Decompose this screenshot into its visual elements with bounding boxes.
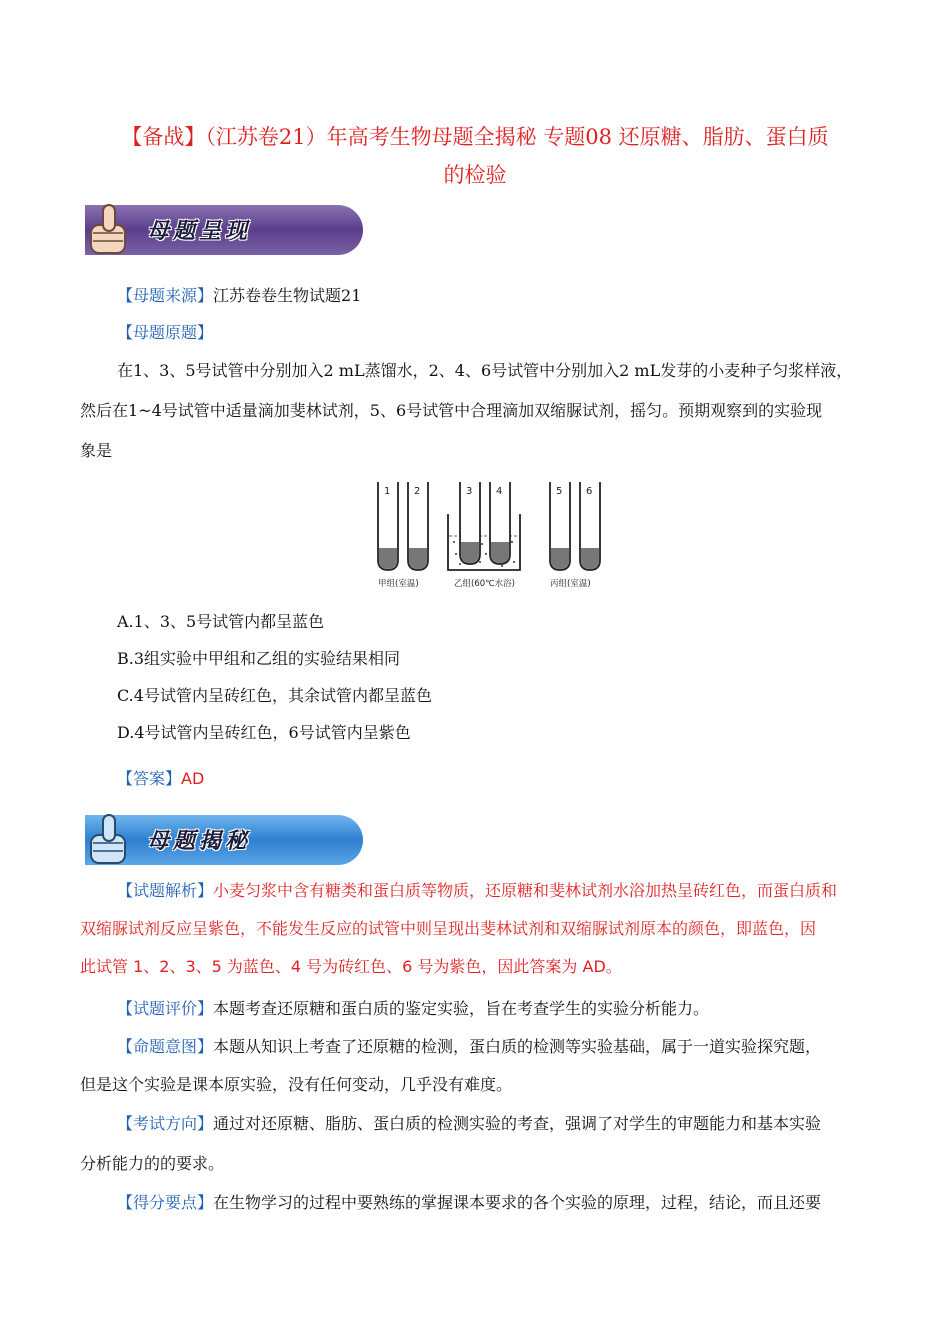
- question-line-1: 在1、3、5号试管中分别加入2 mL蒸馏水，2、4、6号试管中分别加入2 mL发芽的小麦种子匀浆样液，: [117, 361, 853, 380]
- tube-label: 1: [384, 486, 391, 497]
- answer-tag: 【答案】: [117, 769, 182, 788]
- original-line: [117, 322, 870, 344]
- original-tag: 【母题原题】: [117, 323, 214, 342]
- banner-title: 母题呈现: [147, 218, 252, 244]
- thumbs-up-icon: [85, 201, 137, 259]
- banner-title: 母题揭秘: [147, 828, 252, 854]
- evaluation-line: [117, 998, 870, 1020]
- section-banner-reveal: [85, 815, 363, 865]
- analysis-tag: 【试题解析】: [117, 881, 214, 900]
- option-b: B.3组实验中甲组和乙组的实验结果相同: [117, 649, 401, 668]
- analysis-line-2: 双缩脲试剂反应呈紫色，不能发生反应的试管中则呈现出斐林试剂和双缩脲试剂原本的颜色，即蓝色，因: [80, 919, 817, 938]
- option-a: A.1、3、5号试管内都呈蓝色: [117, 612, 325, 631]
- group-label-b: 乙组(60℃水浴): [454, 579, 515, 589]
- tube-label: 6: [586, 486, 593, 497]
- tube-1: [378, 482, 398, 570]
- direction-line-1: [117, 1113, 870, 1135]
- points-line-1: [117, 1192, 870, 1214]
- tube-2: [408, 482, 428, 570]
- evaluation-tag: 【试题评价】: [117, 999, 214, 1018]
- option-d: D.4号试管内呈砖红色，6号试管内呈紫色: [117, 723, 411, 742]
- evaluation-text: 本题考查还原糖和蛋白质的鉴定实验，旨在考查学生的实验分析能力。: [213, 999, 710, 1018]
- points-tag: 【得分要点】: [117, 1193, 214, 1212]
- thumbs-up-icon: [85, 811, 137, 869]
- section-banner-presentation: [85, 205, 363, 255]
- source-text: 江苏卷卷生物试题21: [213, 286, 362, 305]
- answer-text: AD: [181, 769, 205, 788]
- question-line-3: 象是: [80, 441, 113, 460]
- intent-tag: 【命题意图】: [117, 1037, 214, 1056]
- title-line-2: 的检验: [443, 163, 507, 187]
- direction-text-1: 通过对还原糖、脂肪、蛋白质的检测实验的考查，强调了对学生的审题能力和基本实验: [213, 1114, 822, 1133]
- tube-3: [460, 482, 480, 564]
- analysis-line-3: 此试管 1、2、3、5 为蓝色、4 号为砖红色、6 号为紫色，因此答案为 AD。: [80, 957, 622, 976]
- test-tube-figure: [372, 474, 612, 592]
- tube-label: 4: [496, 486, 503, 497]
- intent-line-2: 但是这个实验是课本原实验，没有任何变动，几乎没有难度。: [80, 1075, 513, 1094]
- group-label-a: 甲组(室温): [378, 579, 419, 589]
- intent-line-1: [117, 1036, 870, 1058]
- direction-tag: 【考试方向】: [117, 1114, 214, 1133]
- tube-label: 3: [466, 486, 473, 497]
- option-c: C.4号试管内呈砖红色，其余试管内都呈蓝色: [117, 686, 432, 705]
- page-title: [80, 118, 870, 194]
- tube-label: 5: [556, 486, 563, 497]
- direction-line-2: 分析能力的的要求。: [80, 1154, 225, 1173]
- answer-line: [117, 768, 870, 790]
- intent-text-1: 本题从知识上考查了还原糖的检测，蛋白质的检测等实验基础，属于一道实验探究题，: [213, 1037, 822, 1056]
- title-line-1: 【备战】（江苏卷21）年高考生物母题全揭秘 专题08 还原糖、脂肪、蛋白质: [121, 125, 829, 149]
- tube-5: [550, 482, 570, 570]
- analysis-line-1: [117, 880, 870, 902]
- analysis-text-1: 小麦匀浆中含有糖类和蛋白质等物质，还原糖和斐林试剂水浴加热呈砖红色，而蛋白质和: [213, 881, 838, 900]
- tube-label: 2: [414, 486, 421, 497]
- source-line: [117, 285, 870, 307]
- points-text-1: 在生物学习的过程中要熟练的掌握课本要求的各个实验的原理，过程，结论，而且还要: [213, 1193, 822, 1212]
- group-label-c: 丙组(室温): [550, 579, 591, 589]
- tube-4: [490, 482, 510, 564]
- tube-6: [580, 482, 600, 570]
- question-line-2: 然后在1~4号试管中适量滴加斐林试剂，5、6号试管中合理滴加双缩脲试剂，摇匀。预期观察到的实验现: [80, 401, 823, 420]
- source-tag: 【母题来源】: [117, 286, 214, 305]
